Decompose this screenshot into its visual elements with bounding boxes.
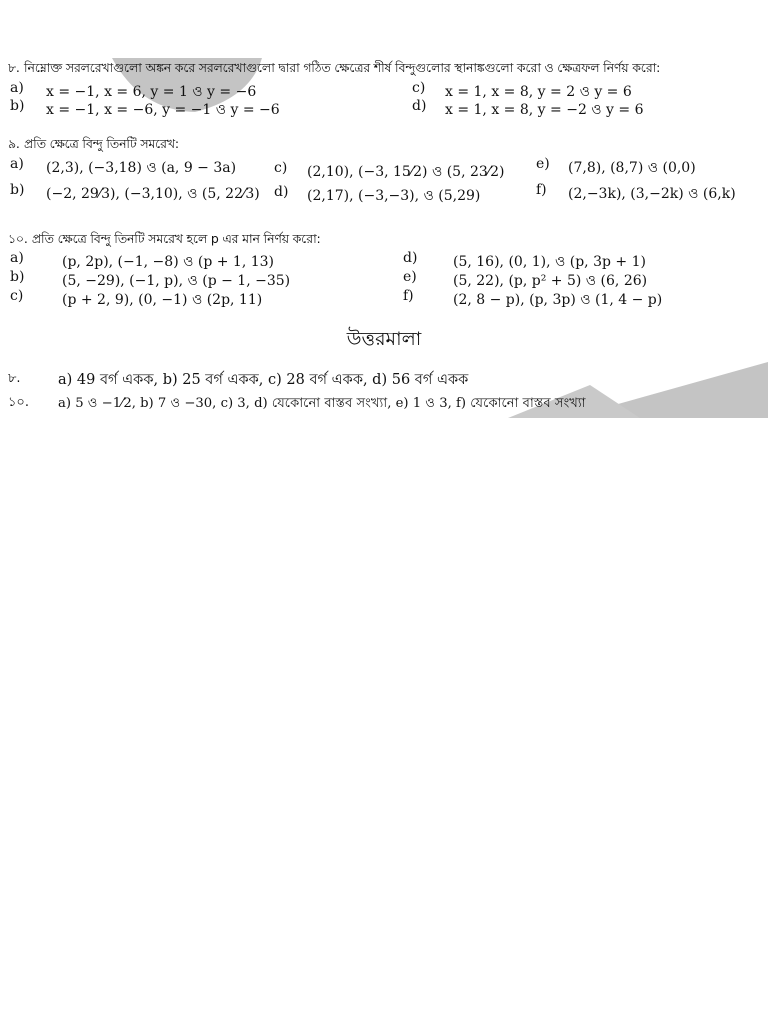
question-8-text: নিম্নোক্ত সরলরেখাগুলো অঙ্কন করে সরলরেখাগুলো দ্বারা গঠিত ক্ষেত্রের শীর্ষ বিন্দুগুলোর স্থানাঙ্কগুলো করো ও ক্ষেত্রফল নির্ণয় করো:: [23, 60, 661, 75]
question-8: [8, 60, 660, 80]
q8-item-a-text: x = −1, x = 6, y = 1 ও y = −6: [46, 84, 257, 100]
question-10-number: ১০.: [8, 231, 28, 246]
question-10: [8, 231, 321, 251]
q9-item-c-text: (2,10), (−3, 15⁄2) ও (5, 23⁄2): [307, 164, 505, 180]
answer-10-number: ১০.: [8, 395, 30, 410]
q9-item-a-text: (2,3), (−3,18) ও (a, 9 − 3a): [46, 160, 237, 176]
q10-item-b-text: (5, −29), (−1, p), ও (p − 1, −35): [62, 273, 291, 289]
answers-title: উত্তরমালা: [346, 328, 422, 350]
q10-item-a-text: (p, 2p), (−1, −8) ও (p + 1, 13): [62, 254, 274, 270]
q9-item-f-text: (2,−3k), (3,−2k) ও (6,k): [568, 186, 736, 202]
question-9-number: ৯.: [8, 136, 20, 151]
question-9-text: প্রতি ক্ষেত্রে বিন্দু তিনটি সমরেখ:: [23, 136, 179, 151]
answer-8-number: ৮.: [8, 371, 21, 386]
q10-item-f-text: (2, 8 − p), (p, 3p) ও (1, 4 − p): [453, 292, 663, 308]
q9-item-e-text: (7,8), (8,7) ও (0,0): [568, 160, 696, 176]
q9-item-d-text: (2,17), (−3,−3), ও (5,29): [307, 188, 481, 204]
q10-item-c-text: (p + 2, 9), (0, −1) ও (2p, 11): [62, 292, 263, 308]
question-8-number: ৮.: [8, 60, 20, 75]
q10-item-d-text: (5, 16), (0, 1), ও (p, 3p + 1): [453, 254, 646, 270]
q10-item-e-text: (5, 22), (p, p² + 5) ও (6, 26): [453, 273, 648, 289]
q9-item-b-text: (−2, 29⁄3), (−3,10), ও (5, 22⁄3): [46, 186, 260, 202]
question-10-text: প্রতি ক্ষেত্রে বিন্দু তিনটি সমরেখ হলে p এর মান নির্ণয় করো:: [31, 231, 321, 246]
q8-item-b-text: x = −1, x = −6, y = −1 ও y = −6: [46, 102, 280, 118]
q8-item-c-text: x = 1, x = 8, y = 2 ও y = 6: [445, 84, 632, 100]
q8-item-d-text: x = 1, x = 8, y = −2 ও y = 6: [445, 102, 644, 118]
answer-10-text: a) 5 ও −1⁄2, b) 7 ও −30, c) 3, d) যেকোনো বাস্তব সংখ্যা, e) 1 ও 3, f) যেকোনো বাস্তব সংখ্যা: [58, 396, 586, 411]
question-9: [8, 136, 179, 156]
answer-8-text: a) 49 বর্গ একক, b) 25 বর্গ একক, c) 28 বর্গ একক, d) 56 বর্গ একক: [58, 372, 469, 388]
